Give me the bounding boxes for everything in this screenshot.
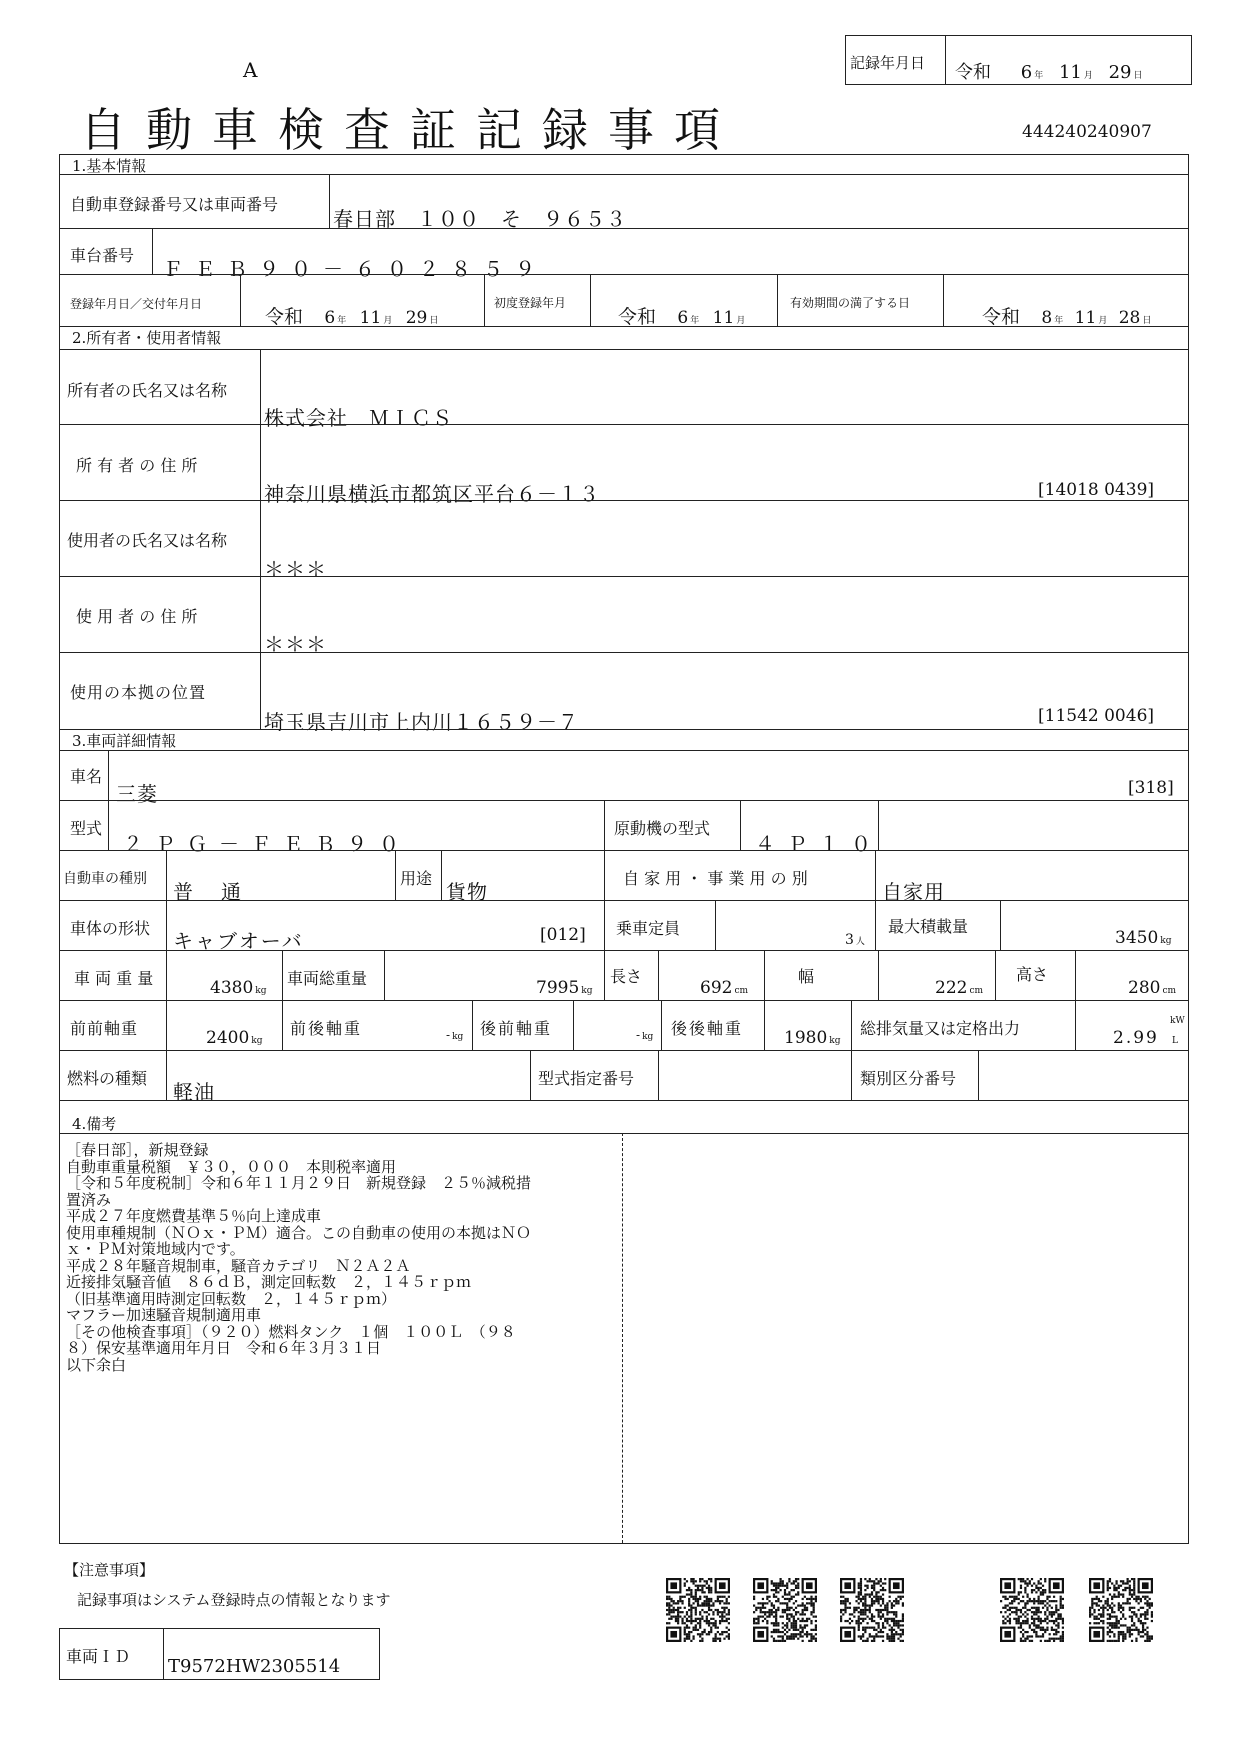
remarks-line: 平成２７年度燃費基準５％向上達成車 — [66, 1207, 322, 1225]
base-location: 埼玉県吉川市上内川１６５９－７ — [264, 710, 579, 734]
gross-weight: 7995 kg — [536, 978, 593, 998]
section-vehicle-title: 3.車両詳細情報 — [72, 732, 177, 750]
vehicle-kind-label: 自動車の種別 — [63, 871, 147, 887]
front-front-axle-label: 前前軸重 — [70, 1019, 139, 1038]
section-basic-title: 1.基本情報 — [72, 157, 147, 175]
user-address: ＊＊＊ — [264, 632, 327, 656]
vehicle-make-code: [318] — [1128, 778, 1174, 798]
remarks-line: ｘ・ＰＭ対策地域内です。 — [66, 1240, 245, 1258]
section-owner-title: 2.所有者・使用者情報 — [72, 329, 222, 347]
remarks-divider — [622, 1133, 623, 1543]
displacement: 2.99 — [1113, 1028, 1159, 1048]
remarks-line: 使用車種規制（ＮＯｘ・ＰＭ）適合。この自動車の使用の本拠はＮＯ — [66, 1223, 532, 1242]
model: ２ＰＧ－ＦＥＢ９０ — [123, 832, 411, 856]
registration-number-label: 自動車登録番号又は車両番号 — [70, 195, 279, 214]
rear-rear-axle-label: 後後軸重 — [671, 1019, 744, 1038]
owner-name: 株式会社 ＭＩＣＳ — [264, 406, 453, 430]
registration-date: 令和 6 年 11 月 29 日 — [265, 306, 439, 328]
vehicle-kind: 普 通 — [173, 880, 245, 904]
vehicle-make-label: 車名 — [70, 767, 103, 786]
notice-text: 記録事項はシステム登録時点の情報となります — [77, 1591, 391, 1609]
remarks-line: （旧基準適用時測定回転数 ２，１４５ｒｐｍ） — [66, 1289, 397, 1308]
engine-model-label: 原動機の型式 — [614, 819, 711, 838]
front-rear-axle-label: 前後軸重 — [290, 1019, 363, 1038]
base-location-code: [11542 0046] — [1038, 706, 1155, 726]
remarks-text — [66, 1142, 531, 1373]
length: 692 cm — [700, 978, 749, 998]
remarks-line: 平成２８年騒音規制車，騒音カテゴリ Ｎ２Ａ２Ａ — [66, 1256, 411, 1275]
record-date-label: 記録年月日 — [850, 54, 926, 72]
remarks-line: 近接排気騒音値 ８６ｄＢ，測定回転数 ２，１４５ｒｐｍ — [66, 1273, 472, 1291]
owner-address-label: 所 有 者 の 住 所 — [76, 456, 198, 475]
class-number-label: 類別区分番号 — [860, 1069, 957, 1088]
first-registration-date: 令和 6 年 11 月 — [618, 306, 746, 328]
notice-title: 【注意事項】 — [64, 1561, 155, 1579]
height-label: 高さ — [1016, 965, 1049, 984]
body-shape: キャブオーバ — [173, 929, 304, 953]
private-business: 自家用 — [882, 880, 945, 904]
rear-front-axle: - kg — [636, 1028, 654, 1042]
page-title: 自動車検査証記録事項 — [80, 103, 740, 157]
displacement-unit-l: L — [1172, 1036, 1178, 1046]
body-shape-code: [012] — [540, 925, 586, 945]
owner-name-label: 所有者の氏名又は名称 — [67, 381, 228, 400]
remarks-line: ８）保安基準適用年月日 令和６年３月３１日 — [66, 1339, 382, 1357]
chassis-number: ＦＥＢ９０－６０２８５９ — [163, 257, 547, 281]
vehicle-id-label: 車両ＩＤ — [66, 1647, 131, 1666]
form-mark: A — [243, 58, 258, 82]
qr-code-icon — [1000, 1578, 1064, 1642]
vehicle-weight-label: 車 両 重 量 — [74, 969, 154, 988]
engine-model: ４Ｐ１０ — [755, 832, 883, 856]
registration-date-label: 登録年月日／交付年月日 — [70, 297, 203, 311]
fuel-type: 軽油 — [173, 1080, 215, 1104]
width-label: 幅 — [798, 967, 815, 986]
remarks-line: マフラー加速騒音規制適用車 — [66, 1306, 262, 1324]
qr-code-icon — [753, 1578, 817, 1642]
section-remarks-title: 4.備考 — [72, 1115, 117, 1133]
displacement-label: 総排気量又は定格出力 — [860, 1019, 1021, 1038]
body-shape-label: 車体の形状 — [70, 919, 151, 938]
user-address-label: 使 用 者 の 住 所 — [76, 607, 198, 626]
purpose: 貨物 — [446, 880, 488, 904]
owner-address: 神奈川県横浜市都筑区平台６－１３ — [264, 482, 600, 506]
base-location-label: 使用の本拠の位置 — [70, 683, 207, 702]
seating-capacity-label: 乗車定員 — [616, 919, 681, 938]
remarks-line: ［その他検査事項］（９２０）燃料タンク １個 １００Ｌ （９８ — [66, 1322, 516, 1341]
registration-number: 春日部 １００ そ ９６５３ — [333, 207, 627, 231]
owner-address-code: [14018 0439] — [1038, 480, 1155, 500]
record-date-value: 令和 6 年 11 月 29 日 — [955, 62, 1143, 83]
front-rear-axle: - kg — [446, 1028, 464, 1042]
qr-code-icon — [1089, 1578, 1153, 1642]
height: 280 cm — [1128, 978, 1177, 998]
chassis-number-label: 車台番号 — [70, 246, 135, 265]
remarks-line: ［春日部］，新規登録 — [66, 1141, 209, 1159]
vehicle-id: T9572HW2305514 — [168, 1656, 341, 1677]
remarks-line: 自動車重量税額 ￥３０，０００ 本則税率適用 — [66, 1157, 397, 1176]
user-name: ＊＊＊ — [264, 557, 327, 581]
remarks-line: 置済み — [66, 1190, 112, 1209]
qr-code-icon — [666, 1578, 730, 1642]
user-name-label: 使用者の氏名又は名称 — [67, 531, 228, 550]
fuel-type-label: 燃料の種類 — [67, 1069, 148, 1088]
max-load-label: 最大積載量 — [888, 917, 969, 936]
vehicle-make: 三菱 — [116, 782, 158, 806]
remarks-line: 以下余白 — [66, 1355, 127, 1374]
expiry-date: 令和 8 年 11 月 28 日 — [982, 306, 1152, 328]
displacement-unit-kw: kW — [1170, 1016, 1185, 1026]
remarks-line: ［令和５年度税制］令和６年１１月２９日 新規登録 ２５％減税措 — [66, 1174, 532, 1192]
front-front-axle: 2400 kg — [206, 1028, 263, 1048]
document-number: 444240240907 — [1022, 122, 1152, 142]
type-designation-label: 型式指定番号 — [538, 1069, 635, 1088]
model-label: 型式 — [70, 819, 103, 838]
private-business-label: 自 家 用 ・ 事 業 用 の 別 — [623, 869, 808, 888]
purpose-label: 用途 — [400, 869, 433, 888]
width: 222 cm — [935, 978, 984, 998]
rear-rear-axle: 1980 kg — [784, 1028, 841, 1048]
vehicle-weight: 4380 kg — [210, 978, 267, 998]
expiry-date-label: 有効期間の満了する日 — [790, 296, 911, 310]
length-label: 長さ — [610, 967, 643, 986]
gross-weight-label: 車両総重量 — [287, 969, 368, 988]
rear-front-axle-label: 後前軸重 — [480, 1019, 553, 1038]
first-registration-label: 初度登録年月 — [494, 296, 567, 310]
max-load: 3450 kg — [1115, 928, 1172, 948]
qr-code-icon — [840, 1578, 904, 1642]
seating-capacity: 3 人 — [845, 932, 865, 948]
